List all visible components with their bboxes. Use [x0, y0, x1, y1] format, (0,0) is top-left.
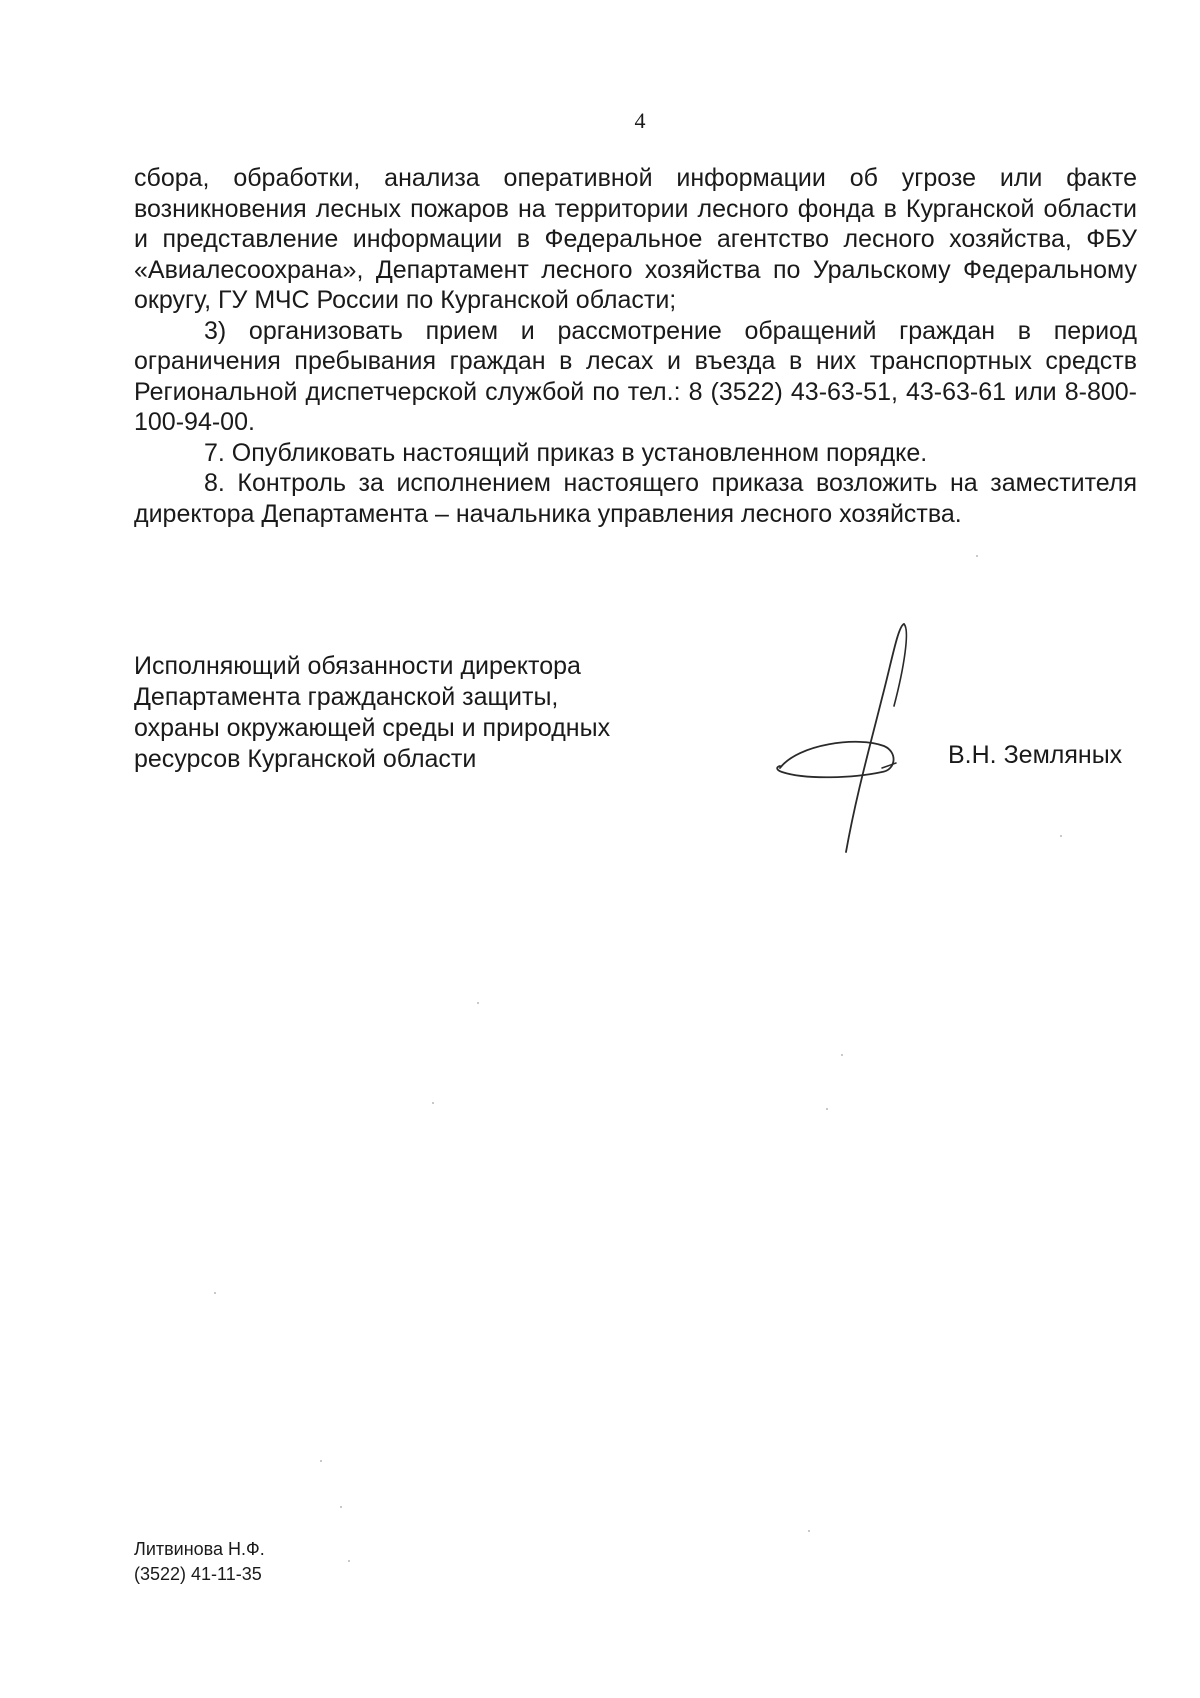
signatory-line: Департамента гражданской защиты, [134, 683, 559, 711]
executor-name: Литвинова Н.Ф. [134, 1539, 265, 1559]
signatory-title [134, 651, 694, 775]
executor-block [134, 1537, 265, 1587]
scan-speck [348, 1560, 350, 1562]
signature-stroke-upper [894, 624, 906, 706]
handwritten-signature [770, 620, 930, 860]
signature-stroke-tail [882, 763, 896, 768]
scan-speck [826, 1108, 828, 1110]
scan-speck [477, 1002, 479, 1004]
paragraph-item-3: 3) организовать прием и рассмотрение обращений граждан в период ограничения пребывания граждан в лесах и въезда в них транспортных средств Региональной диспетчерской службой по тел.: 8 (3522) 43-63-51, 43-63-61 или 8-800-100-94-00. [134, 316, 1137, 436]
scan-speck [841, 1054, 843, 1056]
page-number: 4 [634, 108, 646, 133]
scan-speck [976, 555, 978, 557]
scan-speck [1060, 835, 1062, 837]
signatory-line: охраны окружающей среды и природных [134, 714, 611, 742]
signatory-line: ресурсов Курганской области [134, 745, 477, 773]
signature-stroke-vertical [846, 624, 904, 852]
signer-name: В.Н. Земляных [948, 741, 1123, 769]
paragraph-item-8: 8. Контроль за исполнением настоящего приказа возложить на заместителя директора Департамента – начальника управления лесного хозяйства. [134, 469, 1137, 528]
scan-speck [432, 1102, 434, 1104]
executor-phone: (3522) 41-11-35 [134, 1564, 262, 1584]
scan-speck [214, 1292, 216, 1294]
signature-stroke-loop [777, 742, 893, 777]
order-body [134, 163, 1137, 529]
scan-speck [808, 1530, 810, 1532]
paragraph-continuation: сбора, обработки, анализа оперативной информации об угрозе или факте возникновения лесных пожаров на территории лесного фонда в Курганской области и представление информации в Федеральное агентство лесного хозяйства, ФБУ «Авиалесоохрана», Департамент лесного хозяйства по Уральскому Федеральному округу, ГУ МЧС России по Курганской области; [134, 164, 1137, 314]
scan-speck [340, 1506, 342, 1508]
signatory-line: Исполняющий обязанности директора [134, 652, 581, 680]
paragraph-item-7: 7. Опубликовать настоящий приказ в установленном порядке. [204, 438, 928, 467]
scan-speck [320, 1460, 322, 1462]
